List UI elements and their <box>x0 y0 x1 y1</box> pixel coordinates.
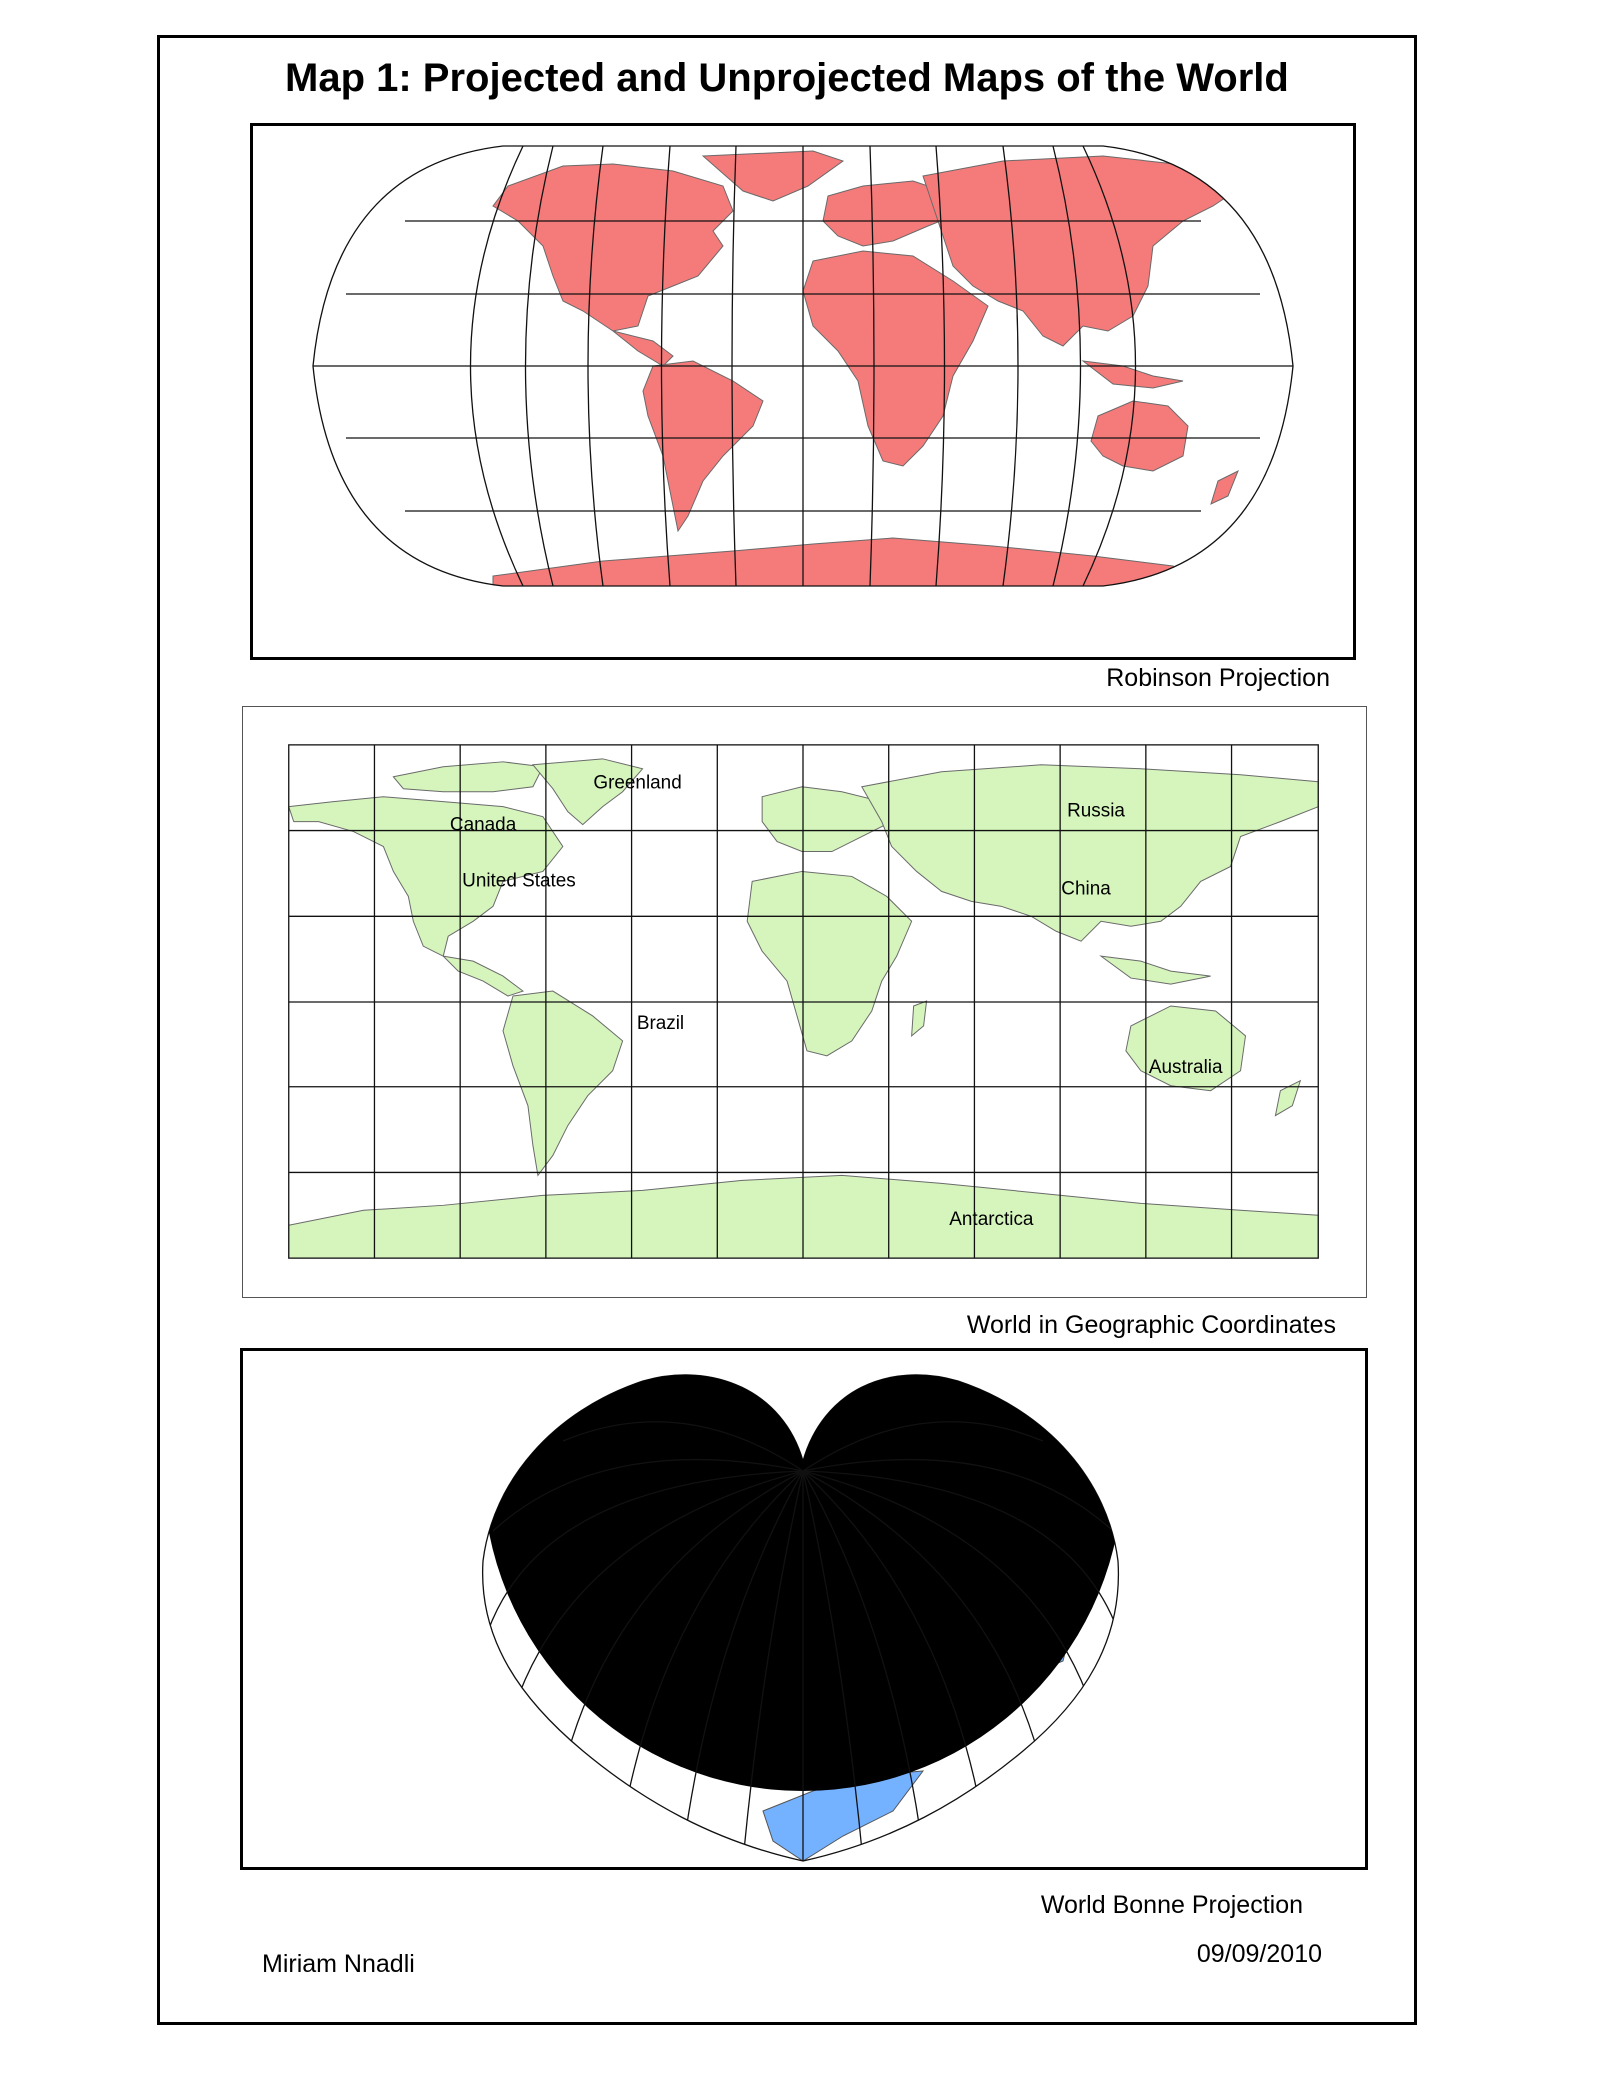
robinson-map <box>253 126 1353 657</box>
bonne-caption: World Bonne Projection <box>1040 1891 1303 1919</box>
robinson-map-frame <box>250 123 1356 660</box>
page-title: Map 1: Projected and Unprojected Maps of the World <box>285 56 1289 100</box>
label-united-states: United States <box>462 870 576 892</box>
geo-asia <box>862 765 1318 941</box>
robinson-indonesia <box>1083 361 1183 388</box>
geo-arctic-islands <box>393 762 542 792</box>
label-russia: Russia <box>1067 800 1125 822</box>
robinson-australia <box>1091 401 1188 471</box>
bonne-map <box>243 1351 1365 1867</box>
robinson-north-america <box>493 164 733 331</box>
bonne-graticule <box>483 1351 1123 1867</box>
geographic-map <box>243 707 1366 1297</box>
geo-central-america <box>443 956 523 996</box>
geo-south-america <box>503 991 623 1175</box>
author-name: Miriam Nnadli <box>262 1950 415 1978</box>
geographic-caption: World in Geographic Coordinates <box>966 1311 1336 1339</box>
label-antarctica: Antarctica <box>949 1209 1034 1231</box>
robinson-central-america <box>613 331 673 366</box>
map-date: 09/09/2010 <box>1196 1940 1322 1968</box>
robinson-caption: Robinson Projection <box>1106 664 1330 692</box>
label-canada: Canada <box>449 814 517 836</box>
bonne-map-frame <box>240 1348 1368 1870</box>
label-brazil: Brazil <box>636 1012 685 1034</box>
geo-madagascar <box>912 1001 927 1036</box>
geo-australia <box>1126 1006 1246 1091</box>
robinson-antarctica <box>493 538 1213 586</box>
robinson-new-zealand <box>1211 471 1238 504</box>
label-china: China <box>1061 878 1111 900</box>
geo-africa <box>747 871 911 1055</box>
robinson-africa <box>803 251 988 466</box>
geo-new-zealand <box>1275 1081 1300 1116</box>
robinson-land <box>493 151 1243 586</box>
geo-indonesia <box>1101 956 1211 984</box>
geographic-map-frame <box>242 706 1367 1298</box>
label-greenland: Greenland <box>593 772 682 794</box>
label-australia: Australia <box>1148 1056 1223 1078</box>
